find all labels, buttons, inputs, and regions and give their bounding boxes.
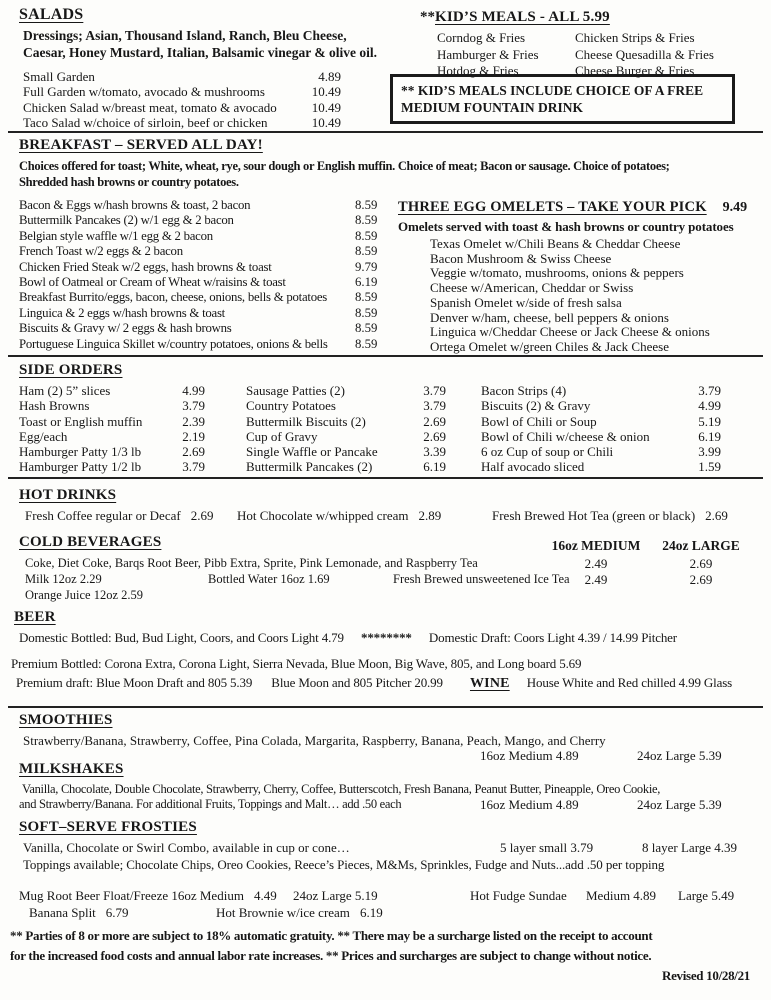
omelet-item: Ortega Omelet w/green Chiles & Jack Cheese <box>430 338 669 354</box>
item-price: 8.59 <box>355 336 378 351</box>
section-side-orders <box>19 362 759 474</box>
menu-item <box>19 244 395 259</box>
item-price: 2.89 <box>418 508 442 523</box>
ice-tea-item: Fresh Brewed unsweetened Ice Tea <box>393 572 570 586</box>
section-divider <box>8 477 763 479</box>
item-price: 6.19 <box>698 428 721 444</box>
menu-item <box>481 398 721 413</box>
bottled-water-item: Bottled Water 16oz 1.69 <box>208 572 330 586</box>
item-name: Breakfast Burrito/eggs, bacon, cheese, onions, bells & potatoes <box>19 290 328 305</box>
menu-item <box>19 290 395 305</box>
menu-item <box>19 383 205 398</box>
menu-item <box>19 398 205 413</box>
section-salads <box>19 6 391 131</box>
beer-premium-bottled: Premium Bottled: Corona Extra, Corona Light, Sierra Nevada, Blue Moon, Big Wave, 805, and Long board 5.69 <box>11 656 582 671</box>
milkshakes-large: 24oz Large 5.39 <box>637 797 722 812</box>
omelet-item: Spanish Omelet w/side of fresh salsa <box>430 294 622 310</box>
beer-separator: ******** <box>360 630 412 645</box>
omelet-item: Denver w/ham, cheese, bell peppers & onions <box>430 309 669 325</box>
item-price: 8.59 <box>355 305 378 320</box>
item-name: Biscuits (2) & Gravy <box>481 398 591 414</box>
item-name: Small Garden <box>23 69 95 84</box>
item-name: Belgian style waffle w/1 egg & 2 bacon <box>19 228 213 243</box>
item-price: 9.79 <box>355 259 378 274</box>
section-breakfast-header <box>19 137 769 190</box>
section-beer <box>11 609 763 699</box>
item-name: Linguica & 2 eggs w/hash browns & toast <box>19 305 225 320</box>
menu-item <box>19 429 205 444</box>
menu-item <box>23 100 391 115</box>
item-name: French Toast w/2 eggs & 2 bacon <box>19 244 183 259</box>
menu-item <box>23 69 391 84</box>
hot-fudge-sundae-large: Large 5.49 <box>678 888 735 903</box>
wine-label: WINE <box>469 676 510 691</box>
revised-date: Revised 10/28/21 <box>661 968 750 983</box>
banana-split-item <box>29 905 129 921</box>
frosties-small-size: 5 layer small 3.79 <box>500 840 594 855</box>
item-name: Hot Chocolate w/whipped cream <box>237 508 409 523</box>
section-frosties <box>19 819 759 919</box>
menu-item <box>246 429 446 444</box>
menu-item <box>481 383 721 398</box>
item-name: Mug Root Beer Float/Freeze 16oz Medium <box>19 888 244 903</box>
beer-premium-draft: Premium draft: Blue Moon Draft and 805 5.39 <box>16 675 253 690</box>
menu-item <box>19 229 395 244</box>
menu-item <box>19 198 395 213</box>
kids-meals-title: KID’S MEALS - ALL 5.99 <box>435 9 610 25</box>
kids-meals-note-line1: ** KID’S MEALS INCLUDE CHOICE OF A FREE <box>401 83 704 98</box>
side-orders-col3 <box>481 383 721 475</box>
milk-item: Milk 12oz 2.29 <box>25 572 102 586</box>
item-name: Egg/each <box>19 428 68 444</box>
milkshakes-flavors-line1: Vanilla, Chocolate, Double Chocolate, Strawberry, Cherry, Coffee, Butterscotch, Fresh Banana, Peanut Butter, Pineapple, Oreo Cookie, <box>22 782 661 796</box>
item-price: 3.39 <box>423 444 446 460</box>
menu-item <box>19 337 395 352</box>
item-price: 2.69 <box>423 428 446 444</box>
frosties-toppings: Toppings available; Chocolate Chips, Oreo Cookies, Reece’s Pieces, M&Ms, Sprinkles, Fudge and Nuts...add .50 per topping <box>23 857 665 872</box>
omelet-item: Texas Omelet w/Chili Beans & Cheddar Cheese <box>430 236 681 251</box>
hot-fudge-sundae-medium: Medium 4.89 <box>586 888 657 903</box>
item-price: 3.79 <box>182 459 205 475</box>
menu-item <box>19 444 205 459</box>
item-price: 8.59 <box>355 213 378 228</box>
menu-item <box>246 398 446 413</box>
item-name: Bowl of Chili w/cheese & onion <box>481 428 650 444</box>
item-name: Hamburger Patty 1/2 lb <box>19 459 142 475</box>
menu-item <box>19 275 395 290</box>
item-price: 8.59 <box>355 228 378 243</box>
item-name: Buttermilk Pancakes (2) <box>246 459 373 475</box>
beer-domestic-bottled: Domestic Bottled: Bud, Bud Light, Coors, and Coors Light 4.79 <box>19 630 344 645</box>
side-orders-col1 <box>19 383 205 475</box>
large-size-header: 24oz LARGE <box>662 538 740 553</box>
omelets-subtitle: Omelets served with toast & hash browns or country potatoes <box>398 219 734 234</box>
menu-item <box>19 213 395 228</box>
smoothies-flavors: Strawberry/Banana, Strawberry, Coffee, Pina Colada, Margarita, Raspberry, Banana, Peach, Mango, and Cherry <box>23 733 606 748</box>
item-price: 2.69 <box>705 508 728 523</box>
section-divider <box>8 706 763 708</box>
item-name: Fresh Coffee regular or Decaf <box>25 508 181 523</box>
wine-text: House White and Red chilled 4.99 Glass <box>526 675 733 690</box>
kids-meals-columns <box>390 30 742 80</box>
menu-item <box>19 260 395 275</box>
section-divider <box>8 355 763 357</box>
footer-line1: ** Parties of 8 or more are subject to 18% automatic gratuity. ** There may be a surcharge listed on the receipt to account <box>10 928 653 943</box>
hot-brownie-item <box>216 905 383 921</box>
item-price: 3.79 <box>423 383 446 398</box>
omelet-item: Bacon Mushroom & Swiss Cheese <box>430 250 612 266</box>
item-price: 5.19 <box>698 413 721 429</box>
item-price: 10.49 <box>311 84 341 100</box>
item-price: 4.49 <box>253 888 277 903</box>
smoothies-title: SMOOTHIES <box>19 712 113 728</box>
item-name: Bowl of Chili or Soup <box>481 413 597 429</box>
menu-item <box>481 414 721 429</box>
frosties-flavors: Vanilla, Chocolate or Swirl Combo, available in cup or cone… <box>23 840 350 855</box>
section-cold-beverages <box>19 534 759 606</box>
omelet-item: Cheese w/American, Cheddar or Swiss <box>430 280 634 296</box>
item-name: Chicken Salad w/breast meat, tomato & avocado <box>23 99 277 115</box>
menu-item <box>481 459 721 474</box>
orange-juice-item: Orange Juice 12oz 2.59 <box>25 588 144 602</box>
side-orders-col2 <box>246 383 446 475</box>
item-price: 8.59 <box>355 290 378 305</box>
item-name: Bowl of Oatmeal or Cream of Wheat w/raisins & toast <box>19 275 286 290</box>
beer-premium-draft-row <box>16 675 763 692</box>
sodas-list: Coke, Diet Coke, Barqs Root Beer, Pibb Extra, Sprite, Pink Lemonade, and Raspberry Tea <box>25 556 478 570</box>
item-name: Country Potatoes <box>246 398 336 414</box>
medium-size-header: 16oz MEDIUM <box>551 538 641 553</box>
item-price: 4.99 <box>182 383 205 398</box>
section-footer <box>10 926 762 986</box>
beer-pitcher: Blue Moon and 805 Pitcher 20.99 <box>271 675 443 690</box>
item-price: 4.89 <box>318 69 341 84</box>
kids-meal-item: Hamburger & Fries <box>437 46 539 62</box>
kids-meal-item: Cheese Burger & Fries <box>575 63 695 78</box>
menu-item <box>246 414 446 429</box>
item-price: 6.19 <box>359 905 383 920</box>
section-smoothies <box>19 712 759 763</box>
item-price: 2.69 <box>423 413 446 429</box>
section-hot-drinks <box>19 487 759 531</box>
beer-domestic-row <box>19 630 763 646</box>
cold-beverages-title: COLD BEVERAGES <box>19 534 162 550</box>
section-milkshakes <box>19 761 759 815</box>
item-name: Full Garden w/tomato, avocado & mushrooms <box>23 84 265 100</box>
menu-item <box>246 459 446 474</box>
item-name: Taco Salad w/choice of sirloin, beef or chicken <box>23 115 268 131</box>
menu-item <box>481 429 721 444</box>
hot-drinks-title: HOT DRINKS <box>19 487 117 503</box>
root-beer-float-item <box>19 888 277 904</box>
item-name: Banana Split <box>29 905 96 920</box>
item-price: 6.79 <box>105 905 129 920</box>
menu-item <box>246 383 446 398</box>
item-name: Chicken Fried Steak w/2 eggs, hash browns & toast <box>19 259 272 274</box>
omelets-title: THREE EGG OMELETS – TAKE YOUR PICK <box>398 199 707 215</box>
item-price: 8.59 <box>355 321 378 336</box>
menu-item <box>481 444 721 459</box>
hot-drink-item <box>25 508 213 524</box>
breakfast-intro-line2: Shredded hash browns or country potatoes. <box>19 175 239 189</box>
beer-domestic-draft: Domestic Draft: Coors Light 4.39 / 14.99 Pitcher <box>428 630 677 645</box>
item-name: Ham (2) 5” slices <box>19 383 111 398</box>
omelets-price: 9.49 <box>722 200 748 215</box>
beer-title: BEER <box>14 609 56 625</box>
menu-item <box>19 414 205 429</box>
kids-meals-title-prefix: ** <box>420 9 435 25</box>
item-name: Single Waffle or Pancake <box>246 444 378 460</box>
salads-title: SALADS <box>19 6 84 23</box>
item-name: Cup of Gravy <box>246 428 318 444</box>
kids-meal-item: Hotdog & Fries <box>437 63 519 78</box>
omelet-item: Veggie w/tomato, mushrooms, onions & peppers <box>430 265 684 281</box>
milkshakes-medium: 16oz Medium 4.89 <box>480 797 579 812</box>
item-price: 3.99 <box>698 444 721 460</box>
salads-dressings-line2: Caesar, Honey Mustard, Italian, Balsamic vinegar & olive oil. <box>23 45 377 60</box>
item-price: 8.59 <box>355 244 378 259</box>
section-kids-meals <box>390 8 742 115</box>
menu-item <box>23 115 391 130</box>
kids-meals-title-row <box>420 8 742 26</box>
frosties-large-size: 8 layer Large 4.39 <box>642 840 738 855</box>
milkshakes-flavors-line2: and Strawberry/Banana. For additional Fruits, Toppings and Malt… add .50 each <box>19 797 402 811</box>
section-divider <box>8 131 763 133</box>
item-price: 1.59 <box>698 459 721 475</box>
item-name: Buttermilk Biscuits (2) <box>246 413 366 429</box>
item-name: Biscuits & Gravy w/ 2 eggs & hash browns <box>19 321 232 336</box>
smoothies-large: 24oz Large 5.39 <box>637 748 722 763</box>
item-name: Buttermilk Pancakes (2) w/1 egg & 2 bacon <box>19 213 234 228</box>
omelets-title-row <box>398 198 768 216</box>
menu-item <box>19 306 395 321</box>
item-price: 6.19 <box>423 459 446 475</box>
kids-meal-item: Cheese Quesadilla & Fries <box>575 46 714 62</box>
item-price: 3.79 <box>698 383 721 398</box>
item-name: Bacon & Eggs w/hash browns & toast, 2 bacon <box>19 198 251 212</box>
item-price: 10.49 <box>311 99 341 115</box>
root-beer-float-large: 24oz Large 5.19 <box>293 888 378 903</box>
item-name: Sausage Patties (2) <box>246 383 345 398</box>
item-name: Bacon Strips (4) <box>481 383 567 398</box>
item-name: Toast or English muffin <box>19 413 143 429</box>
item-name: Portuguese Linguica Skillet w/country potatoes, onions & bells <box>19 336 328 351</box>
kids-meals-note-line2: MEDIUM FOUNTAIN DRINK <box>401 100 583 115</box>
hot-drink-item <box>237 508 441 524</box>
ice-tea-medium-price: 2.49 <box>584 572 608 587</box>
hot-drink-item <box>492 508 728 524</box>
section-omelets <box>398 198 768 355</box>
kids-meals-col2 <box>575 30 714 80</box>
item-price: 10.49 <box>311 115 341 131</box>
smoothies-medium: 16oz Medium 4.89 <box>480 748 579 763</box>
menu-item <box>246 444 446 459</box>
hot-fudge-sundae-name: Hot Fudge Sundae <box>470 888 567 903</box>
item-price: 4.99 <box>698 398 721 414</box>
item-price: 2.19 <box>182 428 205 444</box>
kids-meals-col1 <box>437 30 575 80</box>
item-name: Hash Browns <box>19 398 90 414</box>
item-price: 2.69 <box>190 508 214 523</box>
side-orders-title: SIDE ORDERS <box>19 362 123 378</box>
item-price: 2.39 <box>182 413 205 429</box>
menu-item <box>19 459 205 474</box>
sodas-large-price: 2.69 <box>689 556 713 571</box>
salads-dressings-line1: Dressings; Asian, Thousand Island, Ranch, Bleu Cheese, <box>23 28 347 43</box>
milkshakes-title: MILKSHAKES <box>19 761 124 777</box>
kids-meals-note-box <box>390 74 735 124</box>
ice-tea-large-price: 2.69 <box>689 572 713 587</box>
omelets-list <box>430 237 768 355</box>
item-name: Hamburger Patty 1/3 lb <box>19 444 142 460</box>
frosties-title: SOFT–SERVE FROSTIES <box>19 819 197 835</box>
menu-item <box>19 321 395 336</box>
breakfast-title: BREAKFAST – SERVED ALL DAY! <box>19 137 263 153</box>
item-price: 3.79 <box>423 398 446 414</box>
section-breakfast-items <box>19 198 395 352</box>
item-price: 6.19 <box>355 275 378 290</box>
omelet-item: Linguica w/Cheddar Cheese or Jack Cheese & onions <box>430 324 710 340</box>
item-price: 3.79 <box>182 398 205 414</box>
item-name: Half avocado sliced <box>481 459 585 475</box>
item-name: Fresh Brewed Hot Tea (green or black) <box>492 508 696 523</box>
item-name: 6 oz Cup of soup or Chili <box>481 444 614 460</box>
kids-meal-item: Chicken Strips & Fries <box>575 30 695 45</box>
item-name: Hot Brownie w/ice cream <box>216 905 350 920</box>
kids-meal-item: Corndog & Fries <box>437 30 526 45</box>
sodas-medium-price: 2.49 <box>584 556 608 571</box>
item-price: 2.69 <box>182 444 205 460</box>
menu-item <box>23 84 391 99</box>
item-price: 8.59 <box>355 198 378 212</box>
footer-line2: for the increased food costs and annual labor rate increases. ** Prices and surcharges are subject to change without notice. <box>10 948 652 963</box>
breakfast-intro-line1: Choices offered for toast; White, wheat, rye, sour dough or English muffin. Choice of meat; Bacon or sausage. Choice of potatoes; <box>19 159 670 173</box>
